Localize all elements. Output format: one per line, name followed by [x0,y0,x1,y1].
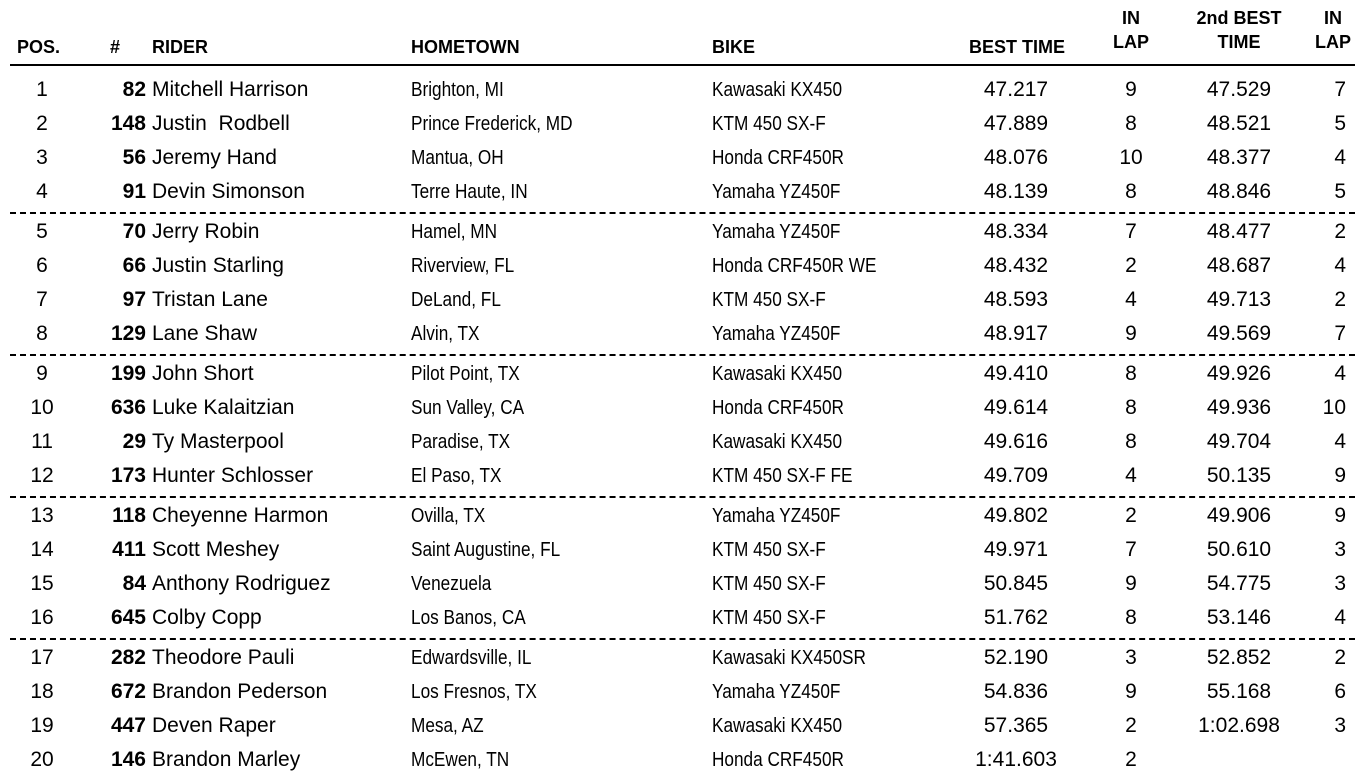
cell-hometown: Venezuela [411,573,492,595]
cell-bike: Kawasaki KX450SR [712,647,866,669]
cell-bike: KTM 450 SX-F [712,607,826,629]
cell-number: 173 [110,464,146,487]
cell-bike: Kawasaki KX450 [712,715,843,737]
cell-pos: 4 [36,180,48,203]
cell-bike: Yamaha YZ450F [712,681,841,703]
cell-in-lap-1: 8 [1125,112,1137,135]
cell-best-time: 48.334 [983,220,1049,243]
cell-hometown: Terre Haute, IN [411,181,528,203]
cell-in-lap-1: 9 [1125,322,1137,345]
group-divider [10,496,1355,498]
cell-hometown: Paradise, TX [411,431,511,453]
cell-rider: Brandon Pederson [152,680,328,703]
cell-in-lap-2: 4 [1334,606,1346,629]
cell-second-best: 1:02.698 [1198,714,1280,737]
cell-number: 411 [112,538,146,561]
cell-bike: Honda CRF450R WE [712,255,877,277]
group-divider [10,638,1355,640]
cell-in-lap-1: 9 [1125,680,1137,703]
cell-in-lap-2: 3 [1334,572,1346,595]
cell-number: 82 [122,78,146,101]
header-number: # [110,37,121,57]
cell-rider: Colby Copp [152,606,262,629]
cell-bike: KTM 450 SX-F [712,113,826,135]
cell-number: 672 [110,680,146,703]
header-second-best-bottom: TIME [1217,32,1261,52]
cell-best-time: 48.076 [983,146,1049,169]
cell-best-time: 49.614 [983,396,1049,419]
cell-second-best: 48.846 [1206,180,1272,203]
cell-in-lap-2: 3 [1334,538,1346,561]
cell-hometown: Alvin, TX [411,323,480,345]
group-divider [10,354,1355,356]
cell-second-best: 48.377 [1206,146,1272,169]
cell-best-time: 52.190 [983,646,1049,669]
cell-best-time: 49.616 [983,430,1049,453]
group-divider [10,212,1355,214]
header-in-lap-2 [1303,6,1358,54]
cell-bike: Yamaha YZ450F [712,505,841,527]
cell-pos: 16 [30,606,54,629]
cell-hometown: Mantua, OH [411,147,504,169]
cell-second-best: 49.704 [1206,430,1272,453]
cell-bike: Yamaha YZ450F [712,323,841,345]
cell-pos: 15 [30,572,54,595]
cell-second-best: 53.146 [1206,606,1272,629]
cell-rider: Ty Masterpool [152,430,284,453]
cell-best-time: 48.593 [983,288,1049,311]
cell-in-lap-2: 5 [1334,180,1346,203]
cell-hometown: Saint Augustine, FL [411,539,561,561]
cell-in-lap-2: 4 [1334,254,1346,277]
cell-number: 636 [110,396,146,419]
cell-in-lap-1: 2 [1125,748,1137,771]
cell-second-best: 48.687 [1206,254,1272,277]
cell-best-time: 50.845 [983,572,1049,595]
cell-in-lap-1: 8 [1125,606,1137,629]
cell-hometown: Edwardsville, IL [411,647,532,669]
cell-in-lap-2: 4 [1334,362,1346,385]
cell-bike: KTM 450 SX-F [712,289,826,311]
cell-best-time: 48.917 [983,322,1049,345]
cell-bike: Yamaha YZ450F [712,181,841,203]
cell-in-lap-1: 8 [1125,430,1137,453]
cell-in-lap-1: 8 [1125,362,1137,385]
cell-bike: Honda CRF450R [712,749,844,771]
cell-number: 645 [110,606,146,629]
cell-best-time: 48.432 [983,254,1049,277]
cell-second-best: 49.926 [1206,362,1272,385]
cell-best-time: 49.802 [983,504,1049,527]
cell-in-lap-2: 10 [1322,396,1346,419]
cell-in-lap-1: 7 [1125,538,1137,561]
cell-second-best: 54.775 [1206,572,1272,595]
cell-second-best: 49.569 [1206,322,1272,345]
cell-second-best: 49.906 [1206,504,1272,527]
cell-number: 29 [122,430,146,453]
header-in-lap-1 [1101,6,1161,54]
cell-number: 118 [112,504,146,527]
cell-rider: Theodore Pauli [152,646,295,669]
cell-in-lap-2: 5 [1334,112,1346,135]
cell-pos: 19 [30,714,54,737]
cell-in-lap-1: 9 [1125,572,1137,595]
cell-hometown: DeLand, FL [411,289,501,311]
cell-rider: Devin Simonson [152,180,305,203]
cell-best-time: 47.217 [983,78,1049,101]
cell-pos: 9 [36,362,48,385]
cell-best-time: 48.139 [983,180,1049,203]
cell-number: 146 [110,748,146,771]
cell-in-lap-2: 9 [1334,504,1346,527]
header-rider: RIDER [152,37,209,57]
cell-rider: Jerry Robin [152,220,260,243]
cell-pos: 2 [36,112,48,135]
cell-bike: Kawasaki KX450 [712,363,843,385]
cell-second-best: 49.936 [1206,396,1272,419]
cell-best-time: 47.889 [983,112,1049,135]
cell-bike: KTM 450 SX-F [712,573,826,595]
cell-hometown: Brighton, MI [411,79,504,101]
header-rule [10,64,1355,66]
cell-rider: Mitchell Harrison [152,78,309,101]
cell-in-lap-2: 2 [1334,220,1346,243]
cell-in-lap-1: 4 [1125,464,1137,487]
cell-pos: 11 [31,430,53,453]
header-in-lap-2-bottom: LAP [1315,32,1351,52]
cell-second-best: 48.521 [1206,112,1272,135]
cell-bike: KTM 450 SX-F FE [712,465,853,487]
cell-second-best: 48.477 [1206,220,1272,243]
cell-hometown: Prince Frederick, MD [411,113,573,135]
cell-number: 447 [110,714,146,737]
cell-in-lap-1: 10 [1119,146,1143,169]
cell-rider: Hunter Schlosser [152,464,314,487]
cell-pos: 12 [30,464,54,487]
cell-best-time: 49.410 [983,362,1049,385]
cell-in-lap-2: 2 [1334,288,1346,311]
cell-best-time: 54.836 [983,680,1049,703]
header-bike: BIKE [712,37,756,57]
cell-rider: Justin Starling [152,254,284,277]
cell-best-time: 51.762 [983,606,1049,629]
cell-number: 129 [110,322,146,345]
header-hometown: HOMETOWN [411,37,520,57]
cell-hometown: Los Banos, CA [411,607,526,629]
cell-hometown: El Paso, TX [411,465,502,487]
header-in-lap-1-bottom: LAP [1113,32,1149,52]
cell-pos: 14 [30,538,54,561]
cell-best-time: 57.365 [983,714,1049,737]
cell-in-lap-1: 9 [1125,78,1137,101]
cell-second-best: 50.610 [1206,538,1272,561]
cell-pos: 7 [36,288,48,311]
cell-rider: Justin Rodbell [152,112,290,135]
cell-pos: 13 [30,504,54,527]
cell-rider: John Short [152,362,254,385]
cell-rider: Brandon Marley [152,748,301,771]
cell-best-time: 49.971 [983,538,1049,561]
cell-second-best: 52.852 [1206,646,1272,669]
cell-pos: 17 [30,646,54,669]
cell-number: 97 [122,288,146,311]
cell-rider: Scott Meshey [152,538,280,561]
cell-pos: 20 [30,748,54,771]
cell-bike: Honda CRF450R [712,397,844,419]
cell-bike: Kawasaki KX450 [712,431,843,453]
cell-number: 199 [110,362,146,385]
cell-in-lap-1: 8 [1125,396,1137,419]
cell-pos: 8 [36,322,48,345]
cell-bike: Yamaha YZ450F [712,221,841,243]
cell-rider: Luke Kalaitzian [152,396,295,419]
header-best-time: BEST TIME [969,37,1066,57]
cell-best-time: 49.709 [983,464,1049,487]
cell-bike: Honda CRF450R [712,147,844,169]
cell-bike: KTM 450 SX-F [712,539,826,561]
cell-in-lap-2: 7 [1334,78,1346,101]
cell-bike: Kawasaki KX450 [712,79,843,101]
cell-in-lap-2: 6 [1334,680,1346,703]
cell-in-lap-2: 7 [1334,322,1346,345]
cell-in-lap-1: 3 [1125,646,1137,669]
cell-hometown: Hamel, MN [411,221,498,243]
cell-second-best: 50.135 [1206,464,1272,487]
cell-in-lap-1: 4 [1125,288,1137,311]
cell-hometown: Sun Valley, CA [411,397,525,419]
header-in-lap-2-top: IN [1324,8,1342,28]
cell-in-lap-2: 4 [1334,146,1346,169]
cell-number: 282 [110,646,146,669]
cell-rider: Deven Raper [152,714,276,737]
cell-number: 66 [122,254,146,277]
cell-second-best: 47.529 [1206,78,1272,101]
cell-hometown: McEwen, TN [411,749,510,771]
cell-number: 148 [110,112,146,135]
cell-in-lap-1: 2 [1125,254,1137,277]
cell-pos: 10 [30,396,54,419]
cell-second-best: 55.168 [1206,680,1272,703]
cell-best-time: 1:41.603 [975,748,1057,771]
cell-hometown: Riverview, FL [411,255,515,277]
cell-hometown: Pilot Point, TX [411,363,520,385]
cell-rider: Anthony Rodriguez [152,572,331,595]
cell-number: 70 [122,220,146,243]
cell-hometown: Ovilla, TX [411,505,486,527]
cell-pos: 18 [30,680,54,703]
header-second-best [1179,6,1299,54]
cell-rider: Tristan Lane [152,288,268,311]
cell-hometown: Los Fresnos, TX [411,681,537,703]
cell-number: 84 [122,572,146,595]
cell-in-lap-2: 4 [1334,430,1346,453]
cell-in-lap-1: 8 [1125,180,1137,203]
cell-second-best: 49.713 [1206,288,1272,311]
cell-rider: Jeremy Hand [152,146,277,169]
cell-hometown: Mesa, AZ [411,715,484,737]
cell-rider: Lane Shaw [152,322,258,345]
cell-in-lap-2: 2 [1334,646,1346,669]
header-second-best-top: 2nd BEST [1196,8,1282,28]
cell-number: 56 [122,146,146,169]
header-pos: POS. [17,37,61,57]
cell-number: 91 [122,180,146,203]
cell-in-lap-2: 3 [1334,714,1346,737]
cell-pos: 3 [36,146,48,169]
cell-in-lap-1: 2 [1125,714,1137,737]
cell-pos: 6 [36,254,48,277]
cell-in-lap-1: 7 [1125,220,1137,243]
cell-in-lap-1: 2 [1125,504,1137,527]
cell-pos: 1 [36,78,48,101]
cell-in-lap-2: 9 [1334,464,1346,487]
header-in-lap-1-top: IN [1122,8,1140,28]
cell-pos: 5 [36,220,48,243]
cell-rider: Cheyenne Harmon [152,504,329,527]
